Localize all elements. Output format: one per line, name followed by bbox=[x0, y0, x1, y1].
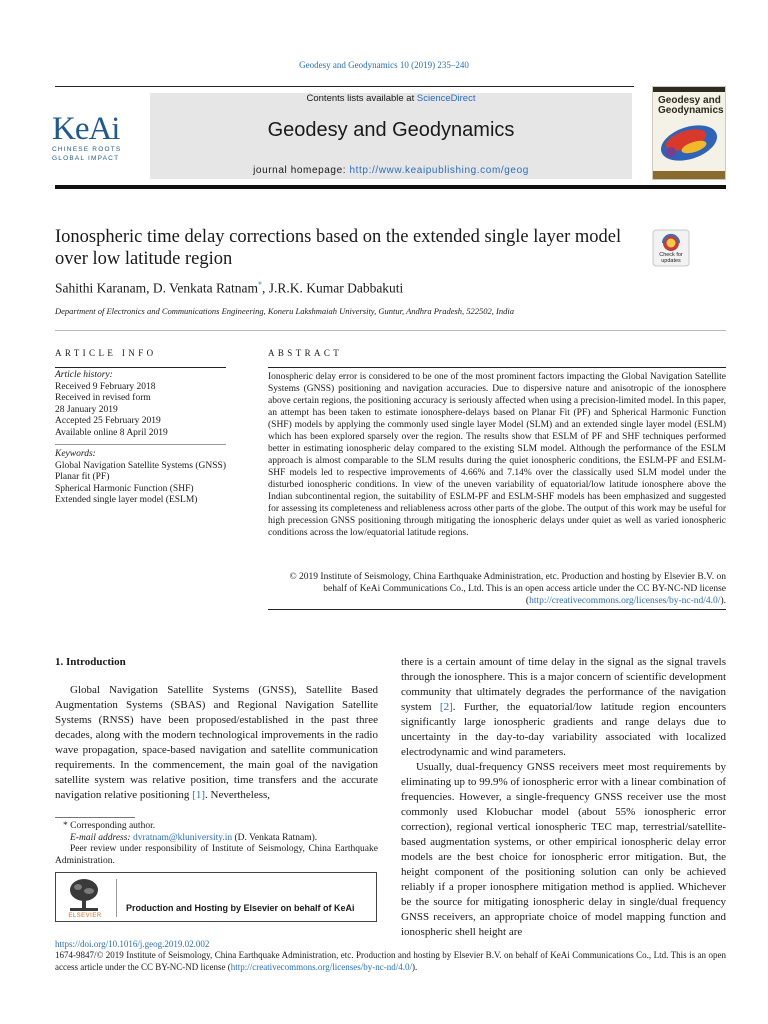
keyword-item: Planar fit (PF) bbox=[55, 472, 110, 482]
cover-bottom-strip bbox=[653, 171, 725, 179]
footnotes bbox=[55, 821, 378, 867]
abstract-bottom-rule bbox=[268, 609, 726, 610]
peer-review-note: Peer review under responsibility of Institute of Seismology, China Earthquake Administration. bbox=[55, 844, 378, 866]
header-rule bbox=[55, 185, 726, 189]
article-title: Ionospheric time delay corrections based on the extended single layer model over low latitude region bbox=[55, 227, 622, 269]
right-p1-end: . Further, the equatorial/low latitude region encounters significantly large ionospheric gradients and range delays due to uncertainty in the day-to-day variability associated with localized electrodynamic and wind parameters. bbox=[401, 701, 727, 758]
journal-cover[interactable] bbox=[652, 86, 726, 180]
journal-name: Geodesy and Geodynamics bbox=[267, 119, 515, 141]
abstract-copyright-end: ). bbox=[720, 596, 726, 606]
affiliation: Department of Electronics and Communications Engineering, Koneru Lakshmaiah University, Guntur, Andhra Pradesh, 522502, India bbox=[55, 306, 514, 316]
reference-link-1[interactable]: [1] bbox=[192, 789, 205, 801]
footer-license-text: 1674-9847/© 2019 Institute of Seismology, China Earthquake Administration, etc. Production and hosting by Elsevier B.V. on behalf of KeAi Communications Co., Ltd. This is an open access article under the CC BY-NC-ND license ( bbox=[55, 950, 726, 972]
masthead-rule bbox=[55, 86, 634, 87]
history-item: Received 9 February 2018 bbox=[55, 381, 156, 392]
elsevier-logo-label: ELSEVIER bbox=[68, 913, 102, 919]
author-2: , J.R.K. Kumar Dabbakuti bbox=[261, 280, 404, 296]
history-item: Accepted 25 February 2019 bbox=[55, 416, 161, 426]
homepage-link[interactable]: http://www.keaipublishing.com/geog bbox=[349, 165, 529, 176]
abstract-rule bbox=[268, 367, 726, 368]
corresponding-label: Corresponding author. bbox=[67, 821, 156, 831]
keywords-label: Keywords: bbox=[55, 449, 96, 459]
email-name: (D. Venkata Ratnam). bbox=[232, 832, 318, 843]
email-link[interactable]: dvratnam@kluniversity.in bbox=[132, 832, 233, 843]
contents-prefix: Contents lists available at bbox=[306, 93, 417, 104]
footnote-mark: * bbox=[63, 821, 68, 831]
history-label: Article history: bbox=[55, 370, 113, 380]
elsevier-production-box bbox=[55, 872, 377, 922]
history-item: Received in revised form bbox=[55, 393, 151, 403]
keyword-item: Extended single layer model (ESLM) bbox=[55, 495, 198, 505]
cover-title bbox=[658, 96, 722, 116]
keai-wordmark: KeAi bbox=[52, 111, 120, 147]
author-list bbox=[55, 280, 655, 297]
journal-header bbox=[150, 93, 632, 179]
elsevier-tree-icon bbox=[68, 877, 100, 913]
footnote-rule bbox=[55, 817, 135, 818]
sciencedirect-link[interactable]: ScienceDirect bbox=[416, 93, 476, 104]
title-rule bbox=[55, 330, 726, 331]
homepage-prefix: journal homepage: bbox=[253, 165, 350, 176]
footer-license-end: ). bbox=[412, 961, 418, 972]
intro-p1-end: . Nevertheless, bbox=[205, 789, 271, 801]
history-item: Available online 8 April 2019 bbox=[55, 427, 168, 438]
corresponding-author-mark[interactable]: * bbox=[257, 280, 262, 289]
cover-art-icon bbox=[655, 118, 723, 166]
keywords-divider bbox=[55, 444, 226, 445]
keyword-item: Global Navigation Satellite Systems (GNSS) bbox=[55, 460, 226, 471]
journal-homepage bbox=[150, 165, 632, 176]
keai-tagline-2: GLOBAL IMPACT bbox=[52, 154, 120, 162]
right-p1-text: there is a certain amount of time delay in the signal as the signal travels through the ionosphere. This is a major concern of scientific development community that ultimately degrades the performance of the navigation system bbox=[401, 656, 726, 713]
check-updates-label-1: Check for bbox=[659, 252, 683, 258]
doi-link[interactable]: https://doi.org/10.1016/j.geog.2019.02.002 bbox=[55, 939, 210, 949]
elsevier-production-text: Production and Hosting by Elsevier on behalf of KeAi bbox=[126, 903, 355, 913]
journal-citation[interactable]: Geodesy and Geodynamics 10 (2019) 235–240 bbox=[299, 60, 469, 70]
cover-title-line-2: Geodynamics bbox=[658, 105, 724, 116]
footer-license-link[interactable]: http://creativecommons.org/licenses/by-nc-nd/4.0/ bbox=[230, 961, 412, 972]
email-label: E-mail address: bbox=[70, 832, 133, 843]
check-for-updates-badge[interactable] bbox=[652, 229, 690, 267]
section-heading-introduction: 1. Introduction bbox=[55, 656, 126, 668]
abstract-text: Ionospheric delay error is considered to be one of the most prominent factors impacting the Global Navigation Satellite Systems (GNSS) positioning and navigation accuracies. Due to dispersive nature and anisotropic of the ionosphere above certain regions, the positioning accuracy is seriously affected when using a precision-limited model. In this paper, an attempt has been taken to estimate ionosphere-delays based on Planar Fit (PF) and Spherical Harmonic Function (SHF) models by applying the commonly used single layer Model (SLM) and an extended single layer model (ESLM) which has been explored sparsely over the region. The results show that ESLM of PF and SHF techniques performed better in estimating ionospheric delay compared to the existing SLM model. Although the performance of the ESLM approach is almost comparable to the SLM results during the quiet ionospheric conditions, the ESLM-PF and ESLM-SHF models led to respective improvements of 4.66% and 7.14% over the classically used SLM model under the disturbed ionospheric conditions. In view of the uneven variability of equatorial/low latitude ionosphere above the Indian subcontinental region, the suitability of ESLM-PF and ESLM-SHF models has been emphasized and suggested for assessing its completeness and reliableness across other parts of the globe. The output of this work may be useful for high precession GNSS positioning through mitigating the ionospheric delays under quiet as well as varied ionospheric conditions across the low/equatorial latitude regions. bbox=[268, 372, 726, 538]
check-updates-label-2: updates bbox=[661, 258, 681, 264]
keai-tagline-1: CHINESE ROOTS bbox=[52, 146, 122, 153]
right-paragraph-1 bbox=[401, 655, 726, 760]
keai-logo bbox=[52, 112, 142, 163]
email-line bbox=[55, 833, 378, 845]
elsevier-divider bbox=[116, 879, 117, 917]
keyword-item: Spherical Harmonic Function (SHF) bbox=[55, 483, 194, 494]
cover-title-line-1: Geodesy and bbox=[658, 95, 721, 106]
article-info-heading: ARTICLE INFO bbox=[55, 348, 157, 358]
intro-paragraph-1 bbox=[55, 683, 378, 803]
history-item: 28 January 2019 bbox=[55, 404, 118, 415]
corresponding-author-note bbox=[55, 821, 378, 833]
author-1: Sahithi Karanam, D. Venkata Ratnam bbox=[55, 280, 258, 296]
contents-availability bbox=[150, 93, 632, 104]
footer-license bbox=[55, 950, 726, 973]
abstract-license-link[interactable]: http://creativecommons.org/licenses/by-nc-nd/4.0/ bbox=[529, 596, 721, 606]
right-paragraph-2: Usually, dual-frequency GNSS receivers meet most requirements by eliminating up to 99.9% of ionospheric error with a linear combination of frequencies. However, a single-frequency GNSS receiver use the most commonly used Klobuchar model (about 55% ionospheric error correction), regional vertical ionospheric TEC map, terrestrial/satellite-based augmentation systems, or other empirical ionospheric delay error models are the best choice for ionospheric error mitigation. But, the height component of the positioning solution can only be achieved reliably if a proper ionosphere mitigation method is applied. Whichever be the source for mitigating ionospheric delay in single/dual frequency GNSS receivers, an appropriate choice of model mapping function and ionospheric shell height are bbox=[401, 761, 726, 938]
right-column-text bbox=[401, 655, 726, 940]
intro-p1-text: Global Navigation Satellite Systems (GNSS), Satellite Based Augmentation Systems (SBAS) and Regional Navigation Satellite Systems (RNSS) have been proposed/established in the past three decades, along with the modern technological improvements in the radio wave propagation, space-based navigation and satellite communication requirements. In the commencement, the main goal of the navigation satellite system was relative position, time transfers and the accurate navigation relative positioning bbox=[55, 684, 378, 801]
abstract-copyright-text: © 2019 Institute of Seismology, China Earthquake Administration, etc. Production and hosting by Elsevier B.V. on behalf of KeAi Communications Co., Ltd. This is an open access article under the CC BY-NC-ND license ( bbox=[289, 572, 726, 606]
info-rule bbox=[55, 367, 226, 368]
abstract-heading: ABSTRACT bbox=[268, 348, 343, 358]
article-info bbox=[55, 370, 226, 507]
reference-link-2[interactable]: [2] bbox=[439, 701, 453, 713]
cover-top-strip bbox=[653, 87, 725, 92]
abstract-copyright bbox=[268, 571, 726, 607]
